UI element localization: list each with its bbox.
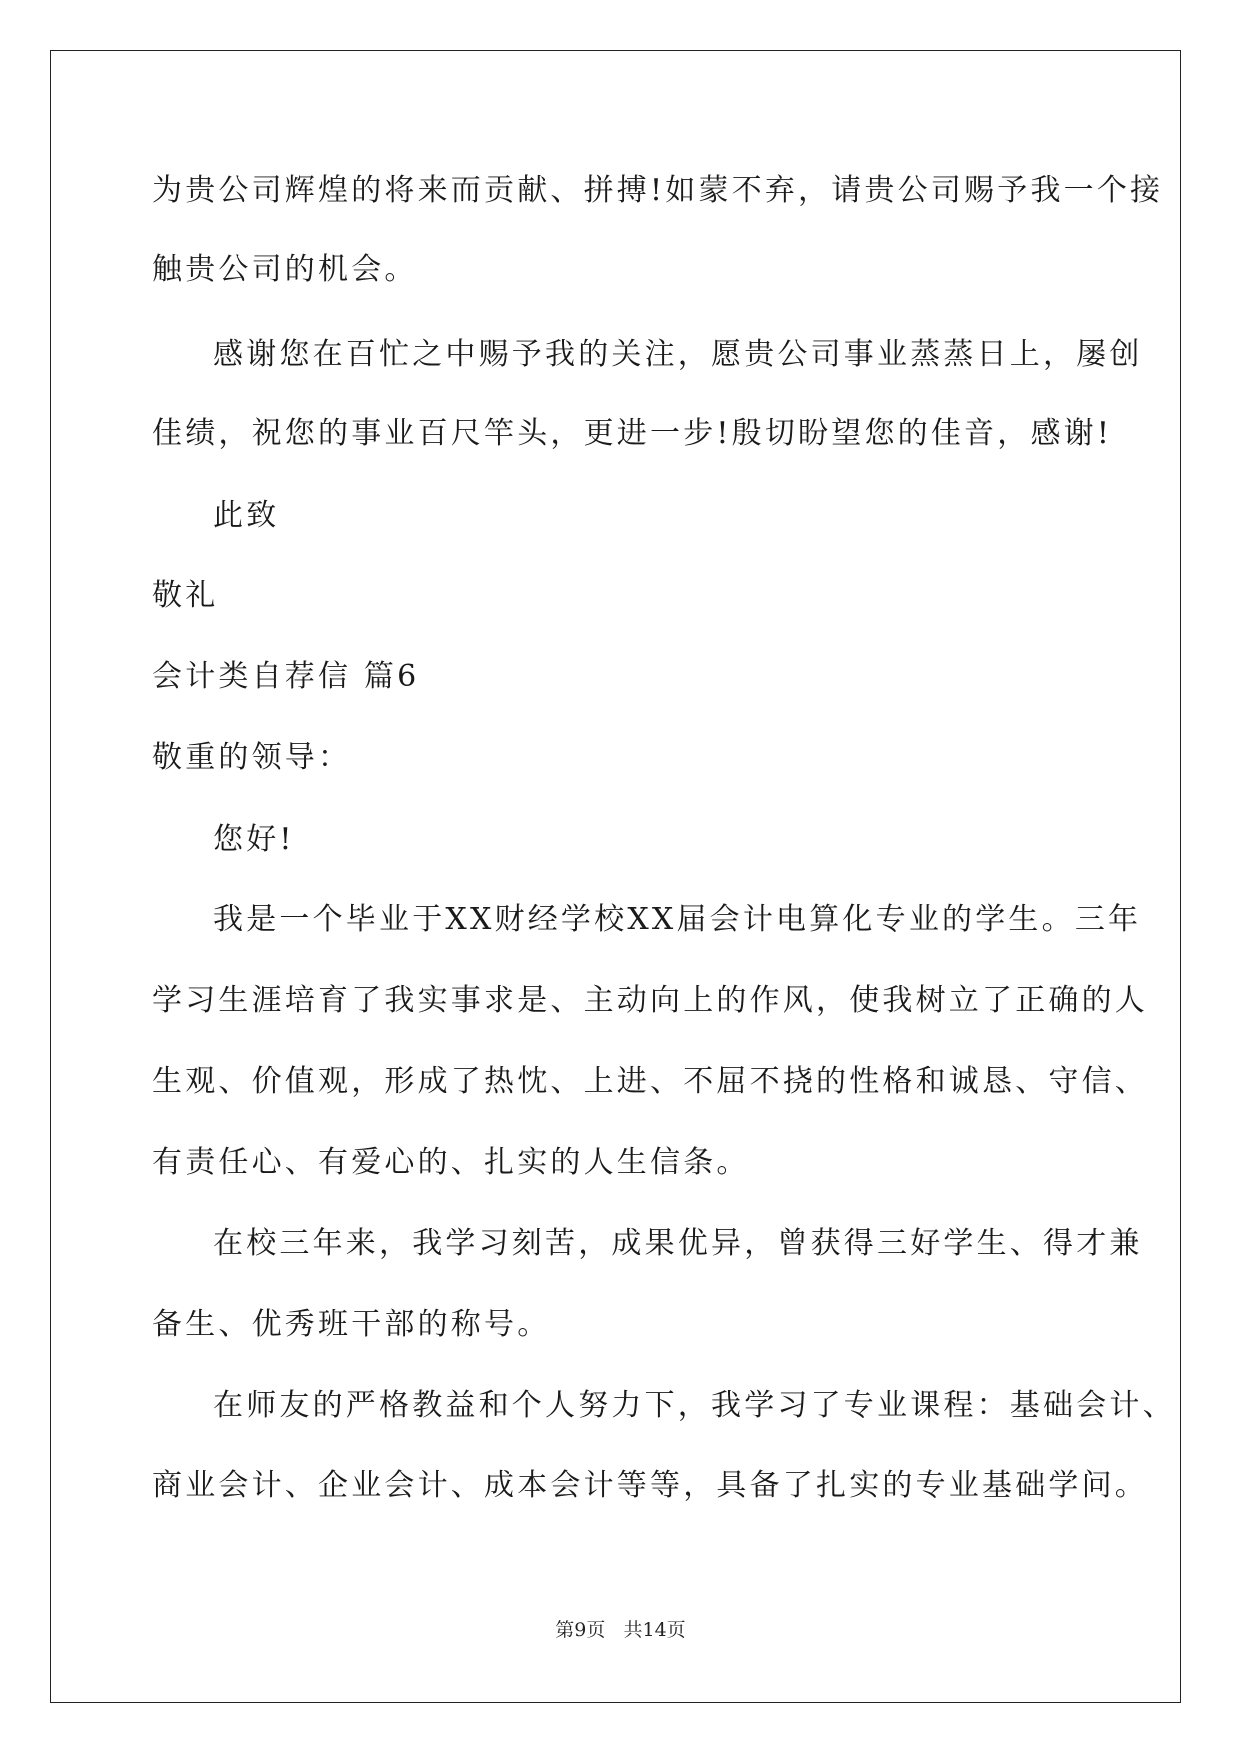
closing-salutation: 此致 bbox=[213, 498, 280, 533]
page-border bbox=[50, 50, 1181, 1703]
paragraph-line: 生观、价值观，形成了热忱、上进、不屈不挠的性格和诚恳、守信、 bbox=[152, 1064, 1148, 1099]
paragraph-line: 有责任心、有爱心的、扎实的人生信条。 bbox=[152, 1145, 750, 1180]
paragraph-line: 我是一个毕业于XX财经学校XX届会计电算化专业的学生。三年 bbox=[213, 902, 1142, 937]
paragraph-line: 备生、优秀班干部的称号。 bbox=[152, 1307, 551, 1342]
page-number-footer: 第9页 共14页 bbox=[555, 1619, 686, 1641]
greeting: 敬重的领导： bbox=[152, 740, 352, 775]
paragraph-line: 为贵公司辉煌的将来而贡献、拼搏!如蒙不弃，请贵公司赐予我一个接 bbox=[152, 173, 1164, 208]
paragraph-line: 触贵公司的机会。 bbox=[152, 252, 418, 287]
paragraph-line: 在校三年来，我学习刻苦，成果优异，曾获得三好学生、得才兼 bbox=[213, 1226, 1143, 1261]
greeting-hello: 您好! bbox=[213, 822, 295, 857]
paragraph-line: 感谢您在百忙之中赐予我的关注，愿贵公司事业蒸蒸日上，屡创 bbox=[213, 337, 1143, 372]
paragraph-line: 学习生涯培育了我实事求是、主动向上的作风，使我树立了正确的人 bbox=[152, 983, 1148, 1018]
paragraph-line: 佳绩，祝您的事业百尺竿头，更进一步!殷切盼望您的佳音，感谢! bbox=[152, 416, 1113, 451]
paragraph-line: 在师友的严格教益和个人努力下，我学习了专业课程：基础会计、 bbox=[213, 1388, 1176, 1423]
paragraph-line: 商业会计、企业会计、成本会计等等，具备了扎实的专业基础学问。 bbox=[152, 1468, 1148, 1503]
section-heading: 会计类自荐信 篇6 bbox=[152, 659, 420, 694]
closing-regards: 敬礼 bbox=[152, 578, 219, 613]
